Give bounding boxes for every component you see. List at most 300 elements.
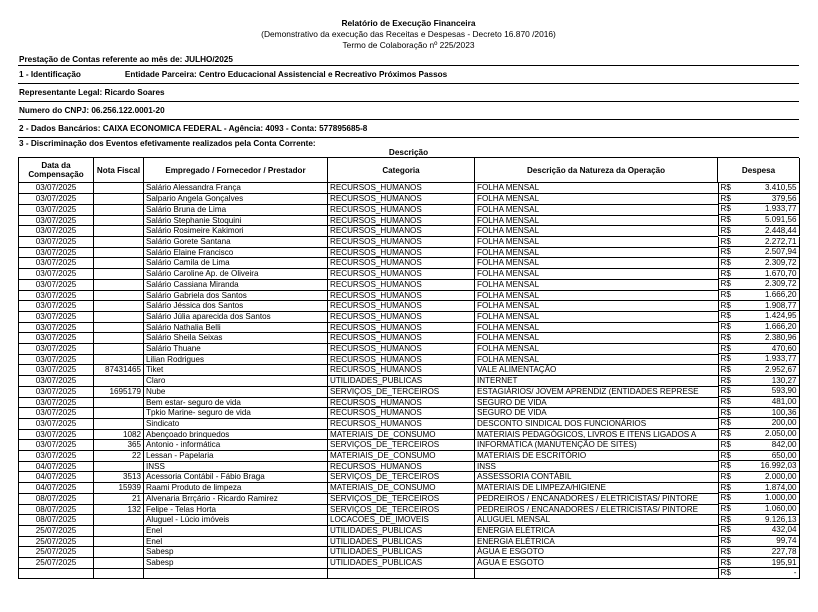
row-expense (718, 504, 800, 515)
row-payee: Sindicato (144, 418, 328, 429)
row-category: MATERIAIS_DE_CONSUMO (328, 483, 475, 494)
row-invoice (94, 408, 144, 419)
identification-value: Entidade Parceira: Centro Educacional Assistencial e Recreativo Próximos Passos (124, 70, 448, 79)
row-payee: Tiket (144, 365, 328, 376)
row-payee: Salário Alessandra França (144, 183, 328, 194)
row-expense (718, 472, 800, 483)
row-category: RECURSOS_HUMANOS (328, 354, 475, 365)
row-operation: ÁGUA E ESGOTO (475, 558, 718, 569)
row-payee: Tpkio Marine- seguro de vida (144, 408, 328, 419)
row-category: RECURSOS_HUMANOS (328, 247, 475, 258)
row-date: 03/07/2025 (19, 365, 94, 376)
accounting-period: Prestação de Contas referente ao mês de: JULHO/2025 (18, 54, 799, 66)
table-row (19, 418, 800, 429)
row-invoice: 15939 (94, 483, 144, 494)
row-expense (718, 194, 800, 205)
row-payee: Aluguel - Lúcio imóveis (144, 515, 328, 526)
currency-symbol: R$ (720, 332, 731, 342)
expense-value: 1.933,77 (764, 354, 797, 364)
row-category: UTILIDADES_PUBLICAS (328, 547, 475, 558)
row-category: MATERIAIS_DE_CONSUMO (328, 451, 475, 462)
row-date: 03/07/2025 (19, 194, 94, 205)
row-operation: FOLHA MENSAL (475, 237, 718, 248)
row-date: 03/07/2025 (19, 440, 94, 451)
currency-symbol: R$ (720, 418, 731, 428)
row-payee: Enel (144, 536, 328, 547)
row-operation: FOLHA MENSAL (475, 290, 718, 301)
row-operation: SEGURO DE VIDA (475, 397, 718, 408)
row-invoice (94, 418, 144, 429)
expense-value: 1.670,70 (764, 268, 797, 278)
row-expense (718, 397, 800, 408)
row-invoice (94, 269, 144, 280)
identification-row (18, 66, 799, 84)
currency-symbol: R$ (720, 471, 731, 481)
currency-symbol: R$ (720, 504, 731, 514)
expense-value: 1.874,00 (764, 482, 797, 492)
row-invoice: 22 (94, 451, 144, 462)
row-expense (718, 301, 800, 312)
row-date: 03/07/2025 (19, 344, 94, 355)
row-invoice: 1695179 (94, 386, 144, 397)
table-row (19, 525, 800, 536)
currency-symbol: R$ (720, 364, 731, 374)
row-date: 03/07/2025 (19, 418, 94, 429)
row-expense (718, 290, 800, 301)
row-payee: Felipe - Telas Horta (144, 504, 328, 515)
currency-symbol: R$ (720, 429, 731, 439)
row-expense (718, 418, 800, 429)
row-category: SERVIÇOS_DE_TERCEIROS (328, 504, 475, 515)
identification-label: 1 - Identificação (19, 70, 81, 79)
expense-value: 2.448,44 (764, 225, 797, 235)
row-expense (718, 365, 800, 376)
row-operation: INTERNET (475, 376, 718, 387)
report-subtitle: (Demonstrativo da execução das Receitas e Despesas - Decreto 16.870 /2016) (261, 29, 556, 39)
row-operation: ENERGIA ELÉTRICA (475, 525, 718, 536)
row-invoice (94, 194, 144, 205)
expense-value: 650,00 (771, 450, 797, 460)
row-invoice (94, 301, 144, 312)
row-expense (718, 237, 800, 248)
expense-value: 5.091,56 (764, 215, 797, 225)
table-row (19, 558, 800, 569)
row-operation: ÁGUA E ESGOTO (475, 547, 718, 558)
expense-value: 1.666,20 (764, 290, 797, 300)
row-payee: Claro (144, 376, 328, 387)
row-operation: FOLHA MENSAL (475, 344, 718, 355)
row-expense (718, 376, 800, 387)
currency-symbol: R$ (720, 375, 731, 385)
currency-symbol: R$ (720, 386, 731, 396)
row-payee: Salário Thuane (144, 344, 328, 355)
row-expense (718, 386, 800, 397)
currency-symbol: R$ (720, 257, 731, 267)
row-invoice (94, 558, 144, 569)
row-date: 03/07/2025 (19, 269, 94, 280)
row-invoice (94, 461, 144, 472)
row-expense (718, 440, 800, 451)
row-payee: INSS (144, 461, 328, 472)
row-expense (718, 451, 800, 462)
col-header-payee: Empregado / Fornecedor / Prestador (144, 158, 328, 183)
row-date: 08/07/2025 (19, 493, 94, 504)
row-expense (718, 204, 800, 215)
table-row (19, 204, 800, 215)
row-date (19, 568, 94, 579)
row-expense (718, 429, 800, 440)
row-payee: Sabesp (144, 558, 328, 569)
row-payee: Salário Jéssica dos Santos (144, 301, 328, 312)
row-invoice (94, 536, 144, 547)
row-operation: FOLHA MENSAL (475, 183, 718, 194)
row-payee: Salpario Angela Gonçalves (144, 194, 328, 205)
cnpj-number: Numero do CNPJ: 06.256.122.0001-20 (18, 102, 799, 120)
table-row (19, 290, 800, 301)
currency-symbol: R$ (720, 557, 731, 567)
row-payee: Salário Nathalia Belli (144, 322, 328, 333)
table-row (19, 279, 800, 290)
row-operation (475, 568, 718, 579)
expense-value: 1.933,77 (764, 204, 797, 214)
row-expense (718, 333, 800, 344)
row-expense (718, 269, 800, 280)
currency-symbol: R$ (720, 493, 731, 503)
col-header-invoice: Nota Fiscal (94, 158, 144, 183)
row-invoice (94, 279, 144, 290)
row-payee: Salário Sheila Seixas (144, 333, 328, 344)
row-invoice (94, 397, 144, 408)
table-header-row (19, 158, 800, 183)
currency-symbol: R$ (720, 322, 731, 332)
table-row (19, 247, 800, 258)
expense-value: 2.309,72 (764, 257, 797, 267)
row-category: RECURSOS_HUMANOS (328, 311, 475, 322)
expense-value: 842,00 (771, 439, 797, 449)
row-invoice (94, 237, 144, 248)
row-expense (718, 247, 800, 258)
row-payee (144, 568, 328, 579)
row-category: RECURSOS_HUMANOS (328, 237, 475, 248)
row-date: 03/07/2025 (19, 322, 94, 333)
row-expense (718, 344, 800, 355)
row-payee: Salário Camila de Lima (144, 258, 328, 269)
row-expense (718, 525, 800, 536)
expense-value: 16.992,03 (760, 461, 797, 471)
row-payee: Abençoado brinquedos (144, 429, 328, 440)
row-expense (718, 322, 800, 333)
row-category: RECURSOS_HUMANOS (328, 461, 475, 472)
table-row (19, 301, 800, 312)
row-date: 04/07/2025 (19, 461, 94, 472)
expense-value: 481,00 (771, 397, 797, 407)
row-date: 03/07/2025 (19, 301, 94, 312)
expense-value: 379,56 (771, 193, 797, 203)
expense-value: 1.424,95 (764, 311, 797, 321)
row-invoice: 1082 (94, 429, 144, 440)
currency-symbol: R$ (720, 193, 731, 203)
table-row (19, 311, 800, 322)
currency-symbol: R$ (720, 183, 731, 192)
row-category: RECURSOS_HUMANOS (328, 258, 475, 269)
row-date: 25/07/2025 (19, 525, 94, 536)
expense-value: 1.908,77 (764, 300, 797, 310)
row-category: RECURSOS_HUMANOS (328, 344, 475, 355)
expense-value: 593,90 (771, 386, 797, 396)
currency-symbol: R$ (720, 343, 731, 353)
expense-value: 100,36 (771, 407, 797, 417)
row-operation: FOLHA MENSAL (475, 354, 718, 365)
legal-representative: Representante Legal: Ricardo Soares (18, 84, 799, 102)
row-category: SERVIÇOS_DE_TERCEIROS (328, 386, 475, 397)
row-date: 04/07/2025 (19, 483, 94, 494)
row-category: SERVIÇOS_DE_TERCEIROS (328, 440, 475, 451)
row-payee: Salário Gabriela dos Santos (144, 290, 328, 301)
row-payee: Nube (144, 386, 328, 397)
row-category: MATERIAIS_DE_CONSUMO (328, 429, 475, 440)
table-row (19, 397, 800, 408)
table-row (19, 344, 800, 355)
currency-symbol: R$ (720, 247, 731, 257)
row-category: RECURSOS_HUMANOS (328, 322, 475, 333)
row-operation: ESTAGIÁRIOS/ JOVEM APRENDIZ (ENTIDADES REPRESE (475, 386, 718, 397)
row-date: 03/07/2025 (19, 279, 94, 290)
row-category: LOCACOES_DE_IMOVEIS (328, 515, 475, 526)
row-expense (718, 258, 800, 269)
col-header-expense: Despesa (718, 158, 800, 183)
row-payee: Alvenaria Brrçário - Ricardo Ramirez (144, 493, 328, 504)
currency-symbol: R$ (720, 536, 731, 546)
table-row (19, 461, 800, 472)
row-date: 03/07/2025 (19, 333, 94, 344)
row-category: RECURSOS_HUMANOS (328, 397, 475, 408)
table-row (19, 504, 800, 515)
row-payee: Acessoria Contábil - Fábio Braga (144, 472, 328, 483)
row-expense (718, 558, 800, 569)
currency-symbol: R$ (720, 279, 731, 289)
currency-symbol: R$ (720, 546, 731, 556)
currency-symbol: R$ (720, 354, 731, 364)
row-invoice (94, 247, 144, 258)
row-operation: SEGURO DE VIDA (475, 408, 718, 419)
table-row (19, 408, 800, 419)
row-expense (718, 279, 800, 290)
row-payee: Salário Caroline Ap. de Oliveira (144, 269, 328, 280)
row-expense (718, 354, 800, 365)
table-row (19, 333, 800, 344)
row-date: 03/07/2025 (19, 354, 94, 365)
row-category: UTILIDADES_PUBLICAS (328, 558, 475, 569)
table-row (19, 376, 800, 387)
expense-value: 1.666,20 (764, 322, 797, 332)
term-number: Termo de Colaboração nº 225/2023 (342, 40, 475, 50)
table-row (19, 215, 800, 226)
row-invoice (94, 354, 144, 365)
row-category: RECURSOS_HUMANOS (328, 301, 475, 312)
financial-report-sheet (18, 18, 799, 579)
row-expense (718, 483, 800, 494)
row-operation: FOLHA MENSAL (475, 226, 718, 237)
row-invoice (94, 183, 144, 194)
table-row (19, 269, 800, 280)
row-operation: FOLHA MENSAL (475, 322, 718, 333)
table-row (19, 483, 800, 494)
table-row (19, 429, 800, 440)
expense-value: 1.060,00 (764, 504, 797, 514)
row-operation: PEDREIROS / ENCANADORES / ELETRICISTAS/ PINTORE (475, 493, 718, 504)
row-invoice (94, 290, 144, 301)
row-category (328, 568, 475, 579)
row-category: RECURSOS_HUMANOS (328, 279, 475, 290)
row-date: 03/07/2025 (19, 376, 94, 387)
row-category: RECURSOS_HUMANOS (328, 408, 475, 419)
row-invoice (94, 547, 144, 558)
table-row (19, 386, 800, 397)
expense-value: 470,60 (771, 343, 797, 353)
row-operation: MATERIAIS DE ESCRITÓRIO (475, 451, 718, 462)
table-row (19, 322, 800, 333)
row-date: 03/07/2025 (19, 258, 94, 269)
row-category: UTILIDADES_PUBLICAS (328, 525, 475, 536)
currency-symbol: R$ (720, 482, 731, 492)
expense-value: 2.000,00 (764, 471, 797, 481)
row-payee: Salário Stephanie Stoquini (144, 215, 328, 226)
row-date: 25/07/2025 (19, 547, 94, 558)
row-category: RECURSOS_HUMANOS (328, 333, 475, 344)
row-invoice (94, 568, 144, 579)
expense-value: 99,74 (776, 536, 797, 546)
col-header-date: Data da Compensação (19, 158, 94, 183)
table-row (19, 183, 800, 194)
row-expense (718, 226, 800, 237)
row-category: RECURSOS_HUMANOS (328, 290, 475, 301)
row-date: 03/07/2025 (19, 237, 94, 248)
table-row (19, 354, 800, 365)
row-category: UTILIDADES_PUBLICAS (328, 376, 475, 387)
table-row (19, 515, 800, 526)
row-operation: MATERIAIS DE LIMPEZA/HIGIENE (475, 483, 718, 494)
row-invoice (94, 311, 144, 322)
currency-symbol: R$ (720, 450, 731, 460)
table-row (19, 451, 800, 462)
row-category: SERVIÇOS_DE_TERCEIROS (328, 472, 475, 483)
row-operation: FOLHA MENSAL (475, 204, 718, 215)
row-operation: VALE ALIMENTAÇÃO (475, 365, 718, 376)
row-operation: ENERGIA ELÉTRICA (475, 536, 718, 547)
expense-value: 1.000,00 (764, 493, 797, 503)
currency-symbol: R$ (720, 525, 731, 535)
row-expense (718, 547, 800, 558)
row-invoice: 3513 (94, 472, 144, 483)
row-date: 25/07/2025 (19, 558, 94, 569)
row-operation: FOLHA MENSAL (475, 258, 718, 269)
row-operation: FOLHA MENSAL (475, 194, 718, 205)
row-operation: FOLHA MENSAL (475, 279, 718, 290)
row-date: 03/07/2025 (19, 183, 94, 194)
row-operation: MATERIAIS PEDAGÓGICOS, LIVROS E ITENS LIGADOS A (475, 429, 718, 440)
row-invoice: 21 (94, 493, 144, 504)
row-payee: Lilian Rodrigues (144, 354, 328, 365)
expenses-table (18, 158, 800, 579)
row-category: RECURSOS_HUMANOS (328, 194, 475, 205)
row-category: RECURSOS_HUMANOS (328, 215, 475, 226)
currency-symbol: R$ (720, 236, 731, 246)
row-invoice: 132 (94, 504, 144, 515)
row-date: 03/07/2025 (19, 204, 94, 215)
row-date: 03/07/2025 (19, 386, 94, 397)
row-date: 03/07/2025 (19, 451, 94, 462)
row-date: 03/07/2025 (19, 247, 94, 258)
row-payee: Salário Cassiana Miranda (144, 279, 328, 290)
row-operation: FOLHA MENSAL (475, 333, 718, 344)
row-date: 03/07/2025 (19, 408, 94, 419)
table-row (19, 493, 800, 504)
row-invoice (94, 515, 144, 526)
expense-value: 9.126,13 (764, 514, 797, 524)
row-date: 03/07/2025 (19, 215, 94, 226)
row-date: 08/07/2025 (19, 515, 94, 526)
row-category: RECURSOS_HUMANOS (328, 269, 475, 280)
table-row (19, 365, 800, 376)
row-date: 25/07/2025 (19, 536, 94, 547)
row-category: SERVIÇOS_DE_TERCEIROS (328, 493, 475, 504)
expense-value: - (793, 568, 797, 578)
row-invoice (94, 333, 144, 344)
expense-value: 3.410,55 (764, 183, 797, 192)
expense-value: 2.952,67 (764, 364, 797, 374)
row-expense (718, 461, 800, 472)
table-row (19, 547, 800, 558)
row-category: UTILIDADES_PUBLICAS (328, 536, 475, 547)
expense-value: 130,27 (771, 375, 797, 385)
row-invoice: 87431465 (94, 365, 144, 376)
expense-value: 227,78 (771, 546, 797, 556)
row-payee: Salário Gorete Santana (144, 237, 328, 248)
row-payee: Raami Produto de limpeza (144, 483, 328, 494)
row-payee: Enel (144, 525, 328, 536)
events-discrimination: 3 - Discriminação dos Eventos efetivamente realizados pela Conta Corrente: (19, 139, 316, 148)
row-operation: PEDREIROS / ENCANADORES / ELETRICISTAS/ PINTORE (475, 504, 718, 515)
row-category: RECURSOS_HUMANOS (328, 418, 475, 429)
row-expense (718, 408, 800, 419)
row-date: 03/07/2025 (19, 226, 94, 237)
row-operation: INFORMÁTICA (MANUTENÇÃO DE SITES) (475, 440, 718, 451)
row-operation: FOLHA MENSAL (475, 215, 718, 226)
table-row (19, 568, 800, 579)
row-invoice (94, 322, 144, 333)
expense-value: 2.272,71 (764, 236, 797, 246)
row-expense (718, 515, 800, 526)
row-category: RECURSOS_HUMANOS (328, 365, 475, 376)
row-invoice: 365 (94, 440, 144, 451)
currency-symbol: R$ (720, 268, 731, 278)
row-payee: Lessan - Papelaria (144, 451, 328, 462)
expense-value: 2.380,96 (764, 332, 797, 342)
report-header (18, 18, 799, 51)
row-invoice (94, 376, 144, 387)
row-operation: FOLHA MENSAL (475, 301, 718, 312)
table-row (19, 472, 800, 483)
currency-symbol: R$ (720, 290, 731, 300)
row-invoice (94, 226, 144, 237)
row-operation: INSS (475, 461, 718, 472)
row-invoice (94, 344, 144, 355)
expense-value: 200,00 (771, 418, 797, 428)
row-operation: ASSESSORIA CONTÁBIL (475, 472, 718, 483)
row-expense (718, 183, 800, 194)
expense-value: 195,91 (771, 557, 797, 567)
row-date: 03/07/2025 (19, 290, 94, 301)
